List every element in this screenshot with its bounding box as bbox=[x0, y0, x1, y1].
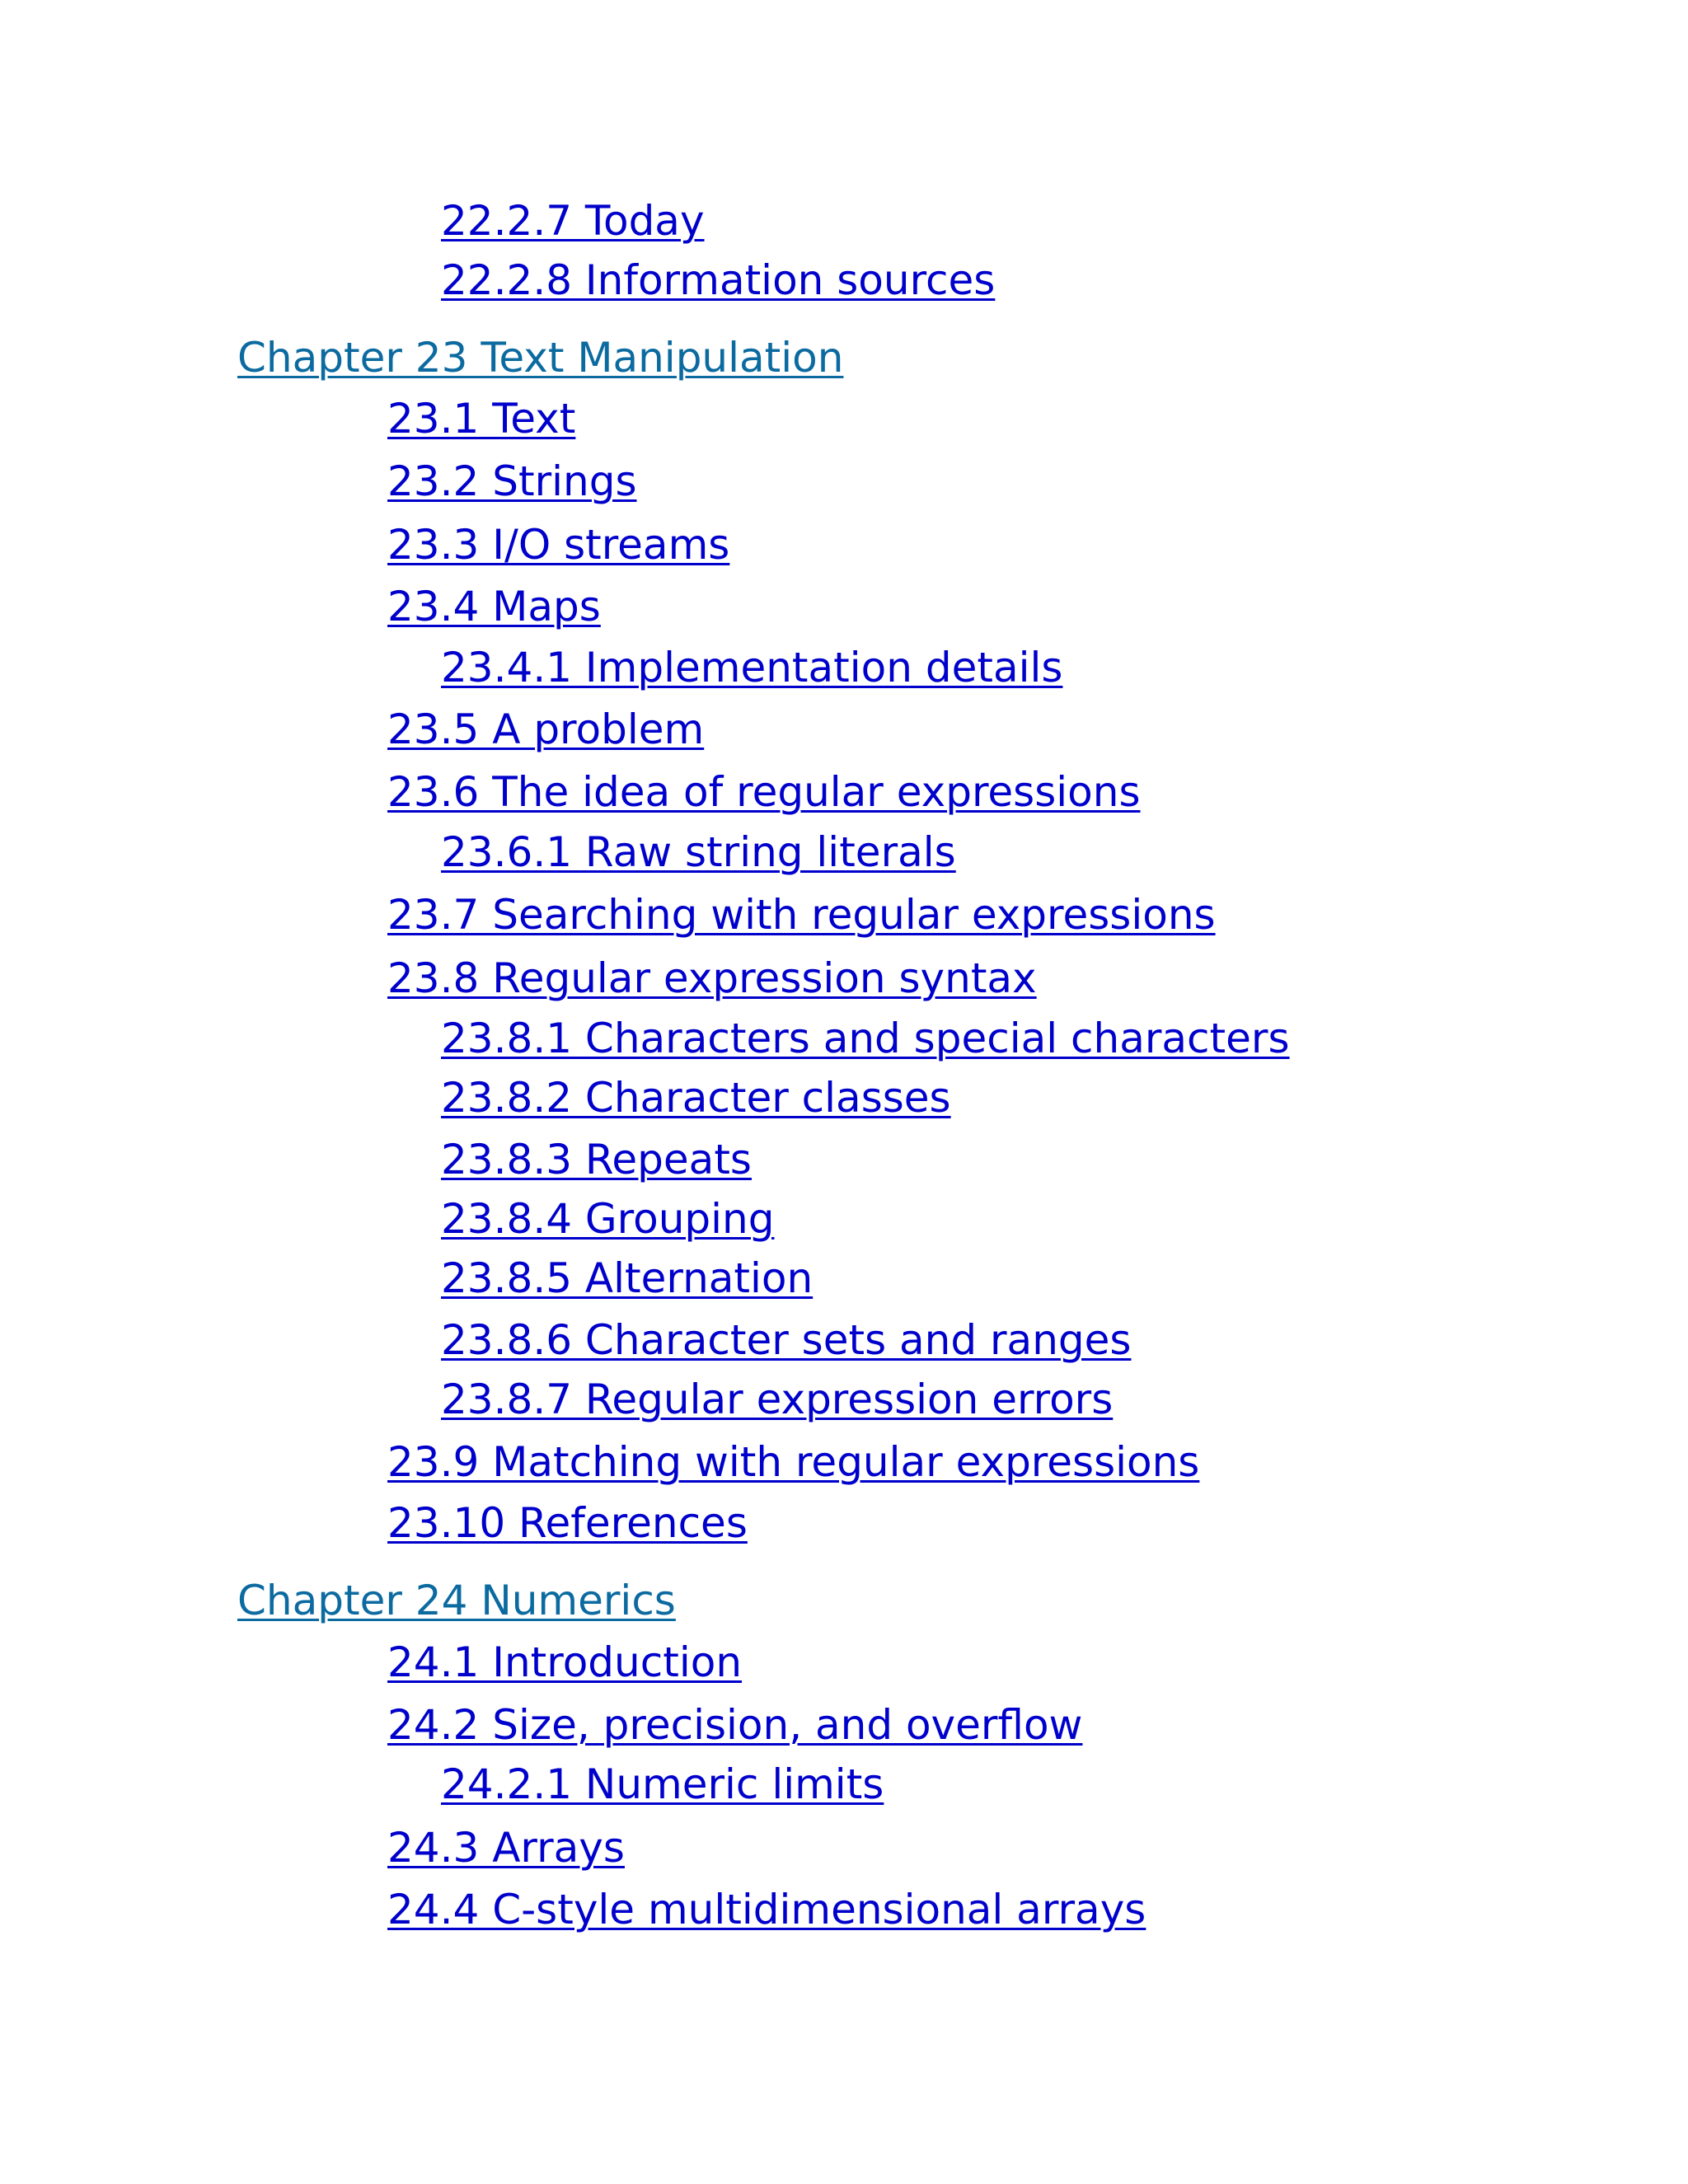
toc-link-24-3[interactable]: 24.3 Arrays bbox=[387, 1824, 625, 1872]
toc-link-23-10[interactable]: 23.10 References bbox=[387, 1499, 748, 1547]
toc-link-23-7[interactable]: 23.7 Searching with regular expressions bbox=[387, 891, 1216, 939]
toc-link-22-2-7[interactable]: 22.2.7 Today bbox=[441, 197, 705, 245]
toc-link-24-2[interactable]: 24.2 Size, precision, and overflow bbox=[387, 1701, 1083, 1749]
toc-chapter-23[interactable]: Chapter 23 Text Manipulation bbox=[237, 334, 844, 382]
toc-link-23-8-4[interactable]: 23.8.4 Grouping bbox=[441, 1195, 775, 1243]
toc-link-23-5[interactable]: 23.5 A problem bbox=[387, 705, 705, 753]
toc-link-23-9[interactable]: 23.9 Matching with regular expressions bbox=[387, 1438, 1200, 1486]
toc-link-24-4[interactable]: 24.4 C-style multidimensional arrays bbox=[387, 1886, 1146, 1933]
toc-link-23-8-6[interactable]: 23.8.6 Character sets and ranges bbox=[441, 1316, 1132, 1364]
toc-chapter-24[interactable]: Chapter 24 Numerics bbox=[237, 1577, 676, 1624]
toc-link-23-4-1[interactable]: 23.4.1 Implementation details bbox=[441, 644, 1063, 691]
toc-link-23-8[interactable]: 23.8 Regular expression syntax bbox=[387, 954, 1037, 1002]
toc-link-23-4[interactable]: 23.4 Maps bbox=[387, 583, 601, 630]
toc-link-23-8-1[interactable]: 23.8.1 Characters and special characters bbox=[441, 1015, 1290, 1062]
toc-link-23-6-1[interactable]: 23.6.1 Raw string literals bbox=[441, 828, 956, 876]
toc-link-23-3[interactable]: 23.3 I/O streams bbox=[387, 521, 730, 569]
toc-link-24-1[interactable]: 24.1 Introduction bbox=[387, 1638, 743, 1686]
toc-link-23-8-7[interactable]: 23.8.7 Regular expression errors bbox=[441, 1376, 1114, 1423]
toc-link-22-2-8[interactable]: 22.2.8 Information sources bbox=[441, 256, 996, 304]
toc-link-23-2[interactable]: 23.2 Strings bbox=[387, 457, 637, 505]
toc-link-23-6[interactable]: 23.6 The idea of regular expressions bbox=[387, 768, 1141, 816]
toc-link-23-8-5[interactable]: 23.8.5 Alternation bbox=[441, 1254, 814, 1302]
toc-link-23-8-2[interactable]: 23.8.2 Character classes bbox=[441, 1074, 951, 1122]
toc-link-23-8-3[interactable]: 23.8.3 Repeats bbox=[441, 1136, 752, 1183]
toc-link-23-1[interactable]: 23.1 Text bbox=[387, 395, 576, 443]
toc-link-24-2-1[interactable]: 24.2.1 Numeric limits bbox=[441, 1760, 884, 1808]
